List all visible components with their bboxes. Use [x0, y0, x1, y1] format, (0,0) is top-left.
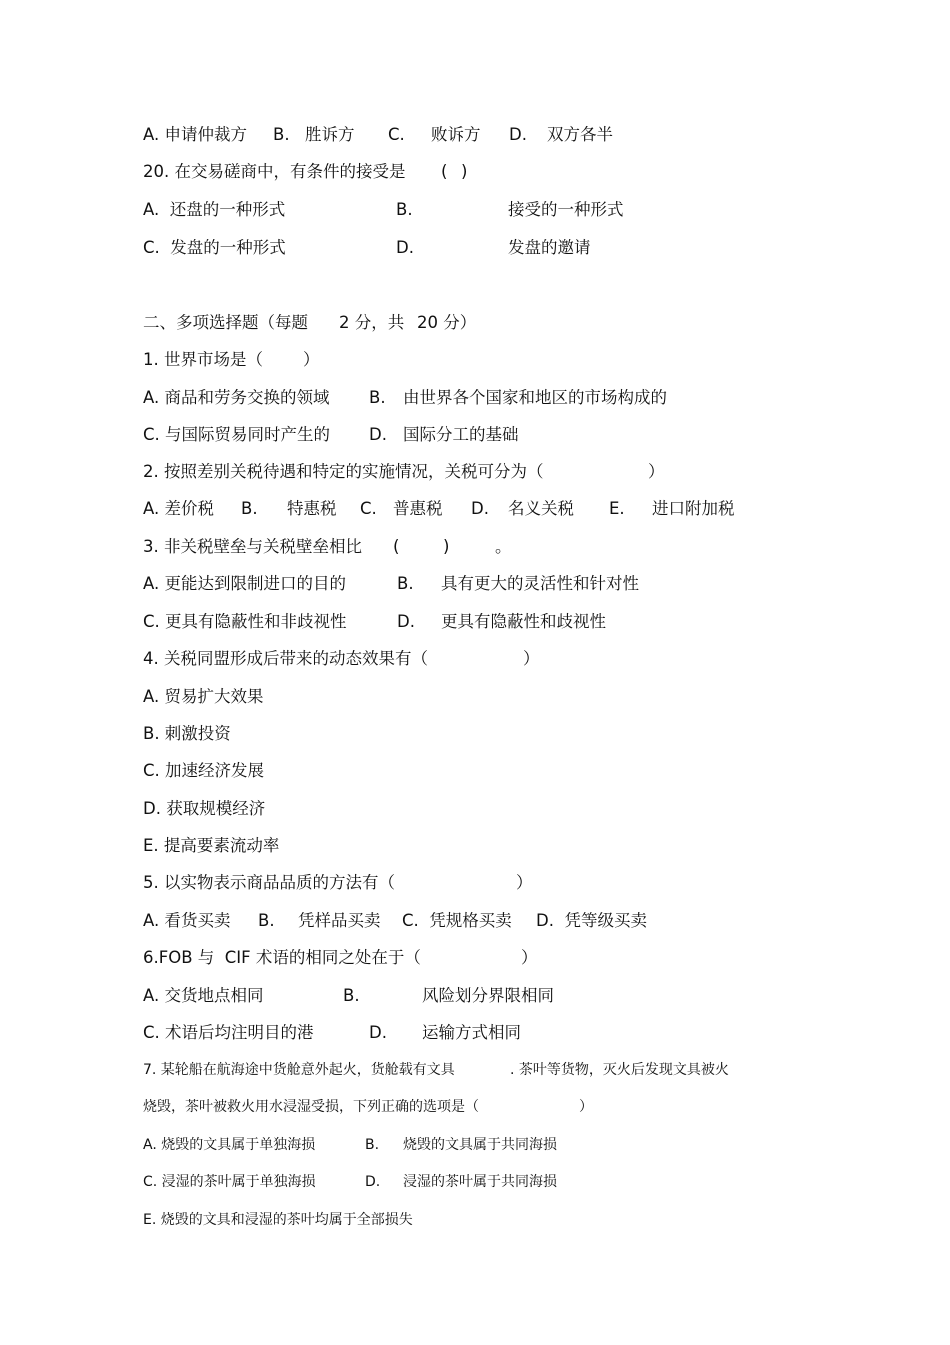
option-e: E. 烧毁的文具和浸湿的茶叶均属于全部损失	[143, 1212, 413, 1228]
option-a: A. 烧毁的文具属于单独海损	[143, 1137, 316, 1153]
question-text: 5. 以实物表示商品品质的方法有（	[143, 873, 395, 892]
question-text: 7. 某轮船在航海途中货舱意外起火，货舱载有文具	[143, 1062, 455, 1078]
option-d-text: 浸湿的茶叶属于共同海损	[403, 1174, 557, 1190]
option-a: A. 差价税	[143, 499, 214, 518]
option-d: D. 凭等级买卖	[536, 911, 647, 930]
option-c: C. 浸湿的茶叶属于单独海损	[143, 1174, 316, 1190]
option-e-letter: E.	[609, 499, 625, 518]
option-text: E. 提高要素流动率	[143, 836, 280, 855]
option-a: A. 还盘的一种形式	[143, 200, 286, 219]
option-text: C. 加速经济发展	[143, 761, 265, 780]
option-b-letter: B.	[396, 200, 413, 219]
option-c: C. 与国际贸易同时产生的	[143, 425, 331, 444]
answer-paren-close: ）	[579, 1099, 593, 1115]
option-b-text: 由世界各个国家和地区的市场构成的	[403, 388, 667, 407]
section-title: 二、多项选择题（每题	[143, 313, 308, 332]
option-a: A. 更能达到限制进口的目的	[143, 574, 346, 593]
option-b-text: 具有更大的灵活性和针对性	[441, 574, 639, 593]
option-b-letter: B.	[365, 1137, 380, 1153]
option-text: A. 贸易扩大效果	[143, 687, 264, 706]
option-b-text: 胜诉方	[305, 125, 355, 144]
question-text: 2. 按照差别关税待遇和特定的实施情况，关税可分为（	[143, 462, 544, 481]
option-d-letter: D.	[397, 612, 415, 631]
section-total: 20 分）	[417, 313, 477, 332]
option-d-letter: D.	[509, 125, 527, 144]
question-period: 。	[495, 537, 512, 556]
question-text: 4. 关税同盟形成后带来的动态效果有（	[143, 649, 428, 668]
answer-paren-close: )	[461, 162, 468, 181]
option-d-text: 更具有隐蔽性和歧视性	[441, 612, 606, 631]
question-text: 6.FOB 与 CIF 术语的相同之处在于（	[143, 948, 421, 967]
option-text: B. 刺激投资	[143, 724, 231, 743]
option-d-letter: D.	[471, 499, 489, 518]
option-b-letter: B.	[343, 986, 360, 1005]
option-b-letter: B.	[397, 574, 414, 593]
question-text: 1. 世界市场是（	[143, 350, 263, 369]
option-c: C. 更具有隐蔽性和非歧视性	[143, 612, 347, 631]
question-text: 烧毁，茶叶被救火用水浸湿受损，下列正确的选项是（	[143, 1099, 479, 1115]
answer-paren-close: ）	[516, 873, 533, 892]
question-text-cont: . 茶叶等货物，灭火后发现文具被火	[510, 1062, 729, 1078]
option-b-text: 接受的一种形式	[508, 200, 624, 219]
option-a: A. 申请仲裁方	[143, 125, 247, 144]
option-c-text: 普惠税	[393, 499, 443, 518]
option-c: C. 凭规格买卖	[402, 911, 512, 930]
option-b-letter: B.	[369, 388, 386, 407]
option-b-letter: B.	[273, 125, 290, 144]
option-text: D. 获取规模经济	[143, 799, 266, 818]
answer-paren-close: ）	[303, 350, 320, 369]
option-d-letter: D.	[369, 425, 387, 444]
option-c-text: 败诉方	[431, 125, 481, 144]
answer-paren-close: ）	[523, 649, 540, 668]
option-b-letter: B.	[258, 911, 275, 930]
question-text: 20. 在交易磋商中，有条件的接受是	[143, 162, 406, 181]
answer-paren-open: (	[393, 537, 400, 556]
option-a: A. 交货地点相同	[143, 986, 264, 1005]
option-b-text: 烧毁的文具属于共同海损	[403, 1137, 557, 1153]
option-d-text: 双方各半	[547, 125, 613, 144]
option-c-letter: C.	[360, 499, 377, 518]
answer-paren-close: )	[443, 537, 450, 556]
option-b-text: 特惠税	[287, 499, 337, 518]
answer-paren-open: (	[441, 162, 448, 181]
section-points: 2 分，共	[339, 313, 405, 332]
option-d-text: 名义关税	[508, 499, 574, 518]
option-c: C. 发盘的一种形式	[143, 238, 286, 257]
answer-paren-close: ）	[521, 948, 538, 967]
option-a: A. 商品和劳务交换的领域	[143, 388, 330, 407]
option-b-text: 风险划分界限相同	[422, 986, 554, 1005]
option-e-text: 进口附加税	[652, 499, 735, 518]
answer-paren-close: ）	[648, 462, 665, 481]
option-b-letter: B.	[241, 499, 258, 518]
option-b-text: 凭样品买卖	[298, 911, 381, 930]
option-c: C. 术语后均注明目的港	[143, 1023, 314, 1042]
option-a: A. 看货买卖	[143, 911, 231, 930]
option-d-letter: D.	[365, 1174, 381, 1190]
option-d-text: 发盘的邀请	[508, 238, 591, 257]
option-c-letter: C.	[388, 125, 405, 144]
question-text: 3. 非关税壁垒与关税壁垒相比	[143, 537, 362, 556]
option-d-text: 运输方式相同	[422, 1023, 521, 1042]
option-d-letter: D.	[396, 238, 414, 257]
option-d-text: 国际分工的基础	[403, 425, 519, 444]
option-d-letter: D.	[369, 1023, 387, 1042]
